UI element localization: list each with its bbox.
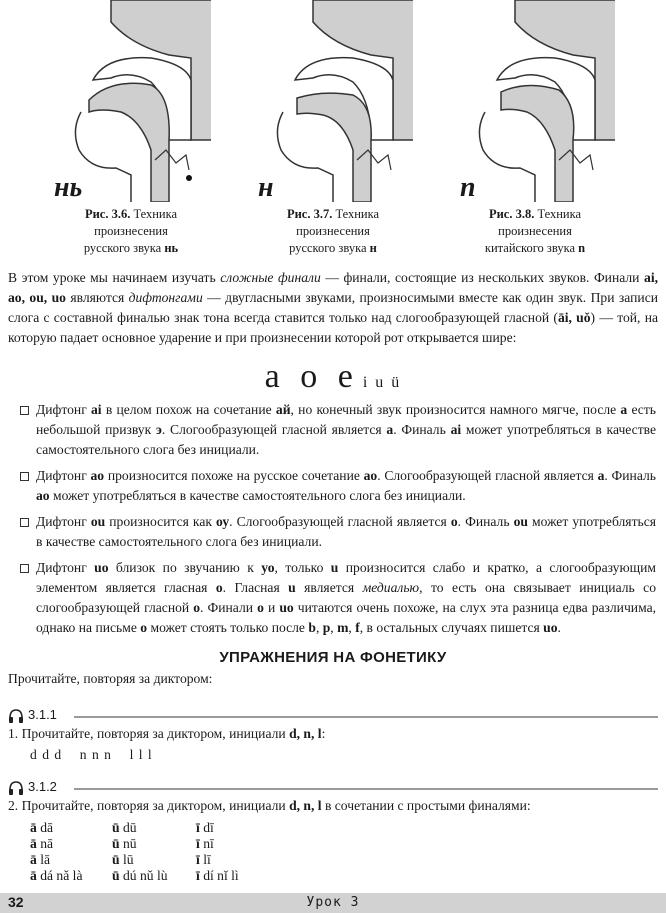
headphones-icon <box>8 780 24 796</box>
exercise-divider <box>74 788 658 790</box>
articulation-diagram-n-chinese <box>455 0 615 202</box>
exercise-number: 3.1.2 <box>28 779 57 794</box>
exercise-number: 3.1.1 <box>28 707 57 722</box>
main-vowels: a o e <box>264 358 359 395</box>
checkbox-bullet-icon <box>20 406 29 415</box>
exercise-divider <box>74 716 658 718</box>
list-item <box>20 400 656 460</box>
headphones-icon <box>8 708 24 724</box>
articulation-diagram-n-russian <box>253 0 413 202</box>
medial-vowels: i u ü <box>362 374 402 391</box>
diphthong-list <box>20 400 656 644</box>
checkbox-bullet-icon <box>20 518 29 527</box>
figure-label: Рис. 3.6. <box>84 207 131 221</box>
figure-3-7-caption: Рис. 3.7. Техника произнесения русского звука н <box>286 207 380 255</box>
figure-3-7 <box>238 0 428 257</box>
page-footer <box>0 893 666 913</box>
list-item <box>20 558 656 638</box>
list-item <box>20 466 656 506</box>
exercise-header <box>8 779 658 799</box>
table-row: ā dā ū dū ī dī <box>30 820 214 835</box>
lesson-title: Урок 3 <box>306 895 360 910</box>
vowel-sequence <box>0 358 666 396</box>
page-number: 32 <box>8 894 24 910</box>
exercise-header <box>8 707 658 727</box>
figure-3-8 <box>440 0 630 257</box>
figure-letter-n-russian: н <box>258 172 274 203</box>
table-row: ā lā ū lū ī lī <box>30 852 211 867</box>
checkbox-bullet-icon <box>20 472 29 481</box>
syllable-table <box>30 820 316 884</box>
figure-label: Рис. 3.8. <box>488 207 535 221</box>
checkbox-bullet-icon <box>20 564 29 573</box>
list-item-text: Дифтонг ao произносится похоже на русское сочетание ао. Слогообразующей гласной является a. Финаль ao может употребляться в качестве самостоятельного слога без инициали. <box>36 468 656 503</box>
figure-label: Рис. 3.7. <box>286 207 333 221</box>
figure-letter-n-chinese: n <box>460 172 476 203</box>
list-item <box>20 512 656 552</box>
list-item-text: Дифтонг uo близок по звучанию к уо, только u произносится слабо и кратко, а слогообразующим элементом является гласная o. Гласная u является медиалью, то есть она связывает инициаль со слогообразующей гласной o. Финали o и uo читаются очень похоже, на слух эта разница едва различима, однако на письме o может стоять только после b, p, m, f, в остальных случаях пишется uo. <box>36 560 657 635</box>
list-item-text: Дифтонг ai в целом похож на сочетание ай, но конечный звук произносится намного мягче, после а есть небольшой призвук э. Слогообразующей гласной является a. Финаль ai может употребляться в качестве самостоятельного слога без инициали. <box>36 402 657 457</box>
instruction-text: Прочитайте, повторяя за диктором: <box>8 671 213 686</box>
section-title: УПРАЖНЕНИЯ НА ФОНЕТИКУ <box>219 649 447 666</box>
figure-3-8-caption: Рис. 3.8. Техника произнесения китайского звука n <box>484 207 586 255</box>
exercise-task: 1. Прочитайте, повторяя за диктором, инициали d, n, l: <box>8 726 326 741</box>
exercise-content: d d d n n n l l l <box>30 747 153 762</box>
table-row: ā nā ū nū ī nī <box>30 836 214 851</box>
figure-3-6 <box>36 0 226 257</box>
exercise-task: 2. Прочитайте, повторяя за диктором, инициали d, n, l в сочетании с простыми финалями: <box>8 798 531 813</box>
list-item-text: Дифтонг ou произносится как оу. Слогообразующей гласной является o. Финаль ou может употребляться в качестве самостоятельного слога без инициали. <box>36 514 656 549</box>
table-row: ā dá nǎ là ū dú nǔ lù ī dí nǐ lì <box>30 868 239 883</box>
figure-letter-nj: нь <box>54 172 83 203</box>
figure-3-6-caption: Рис. 3.6. Техника произнесения русского звука нь <box>83 207 179 255</box>
intro-paragraph: В этом уроке мы начинаем изучать сложные финали — финали, состоящие из нескольких звуков. Финали ai, ao, ou, uo являются дифтонгами — двугласными звуками, произносимыми вместе как один звук. При записи слога с составной финалью знак тона всегда ставится только над слогообразующей гласной (āi, uǒ) — той, на которую падает основное ударение и при произнесении которой рот открывается шире: <box>8 270 659 345</box>
